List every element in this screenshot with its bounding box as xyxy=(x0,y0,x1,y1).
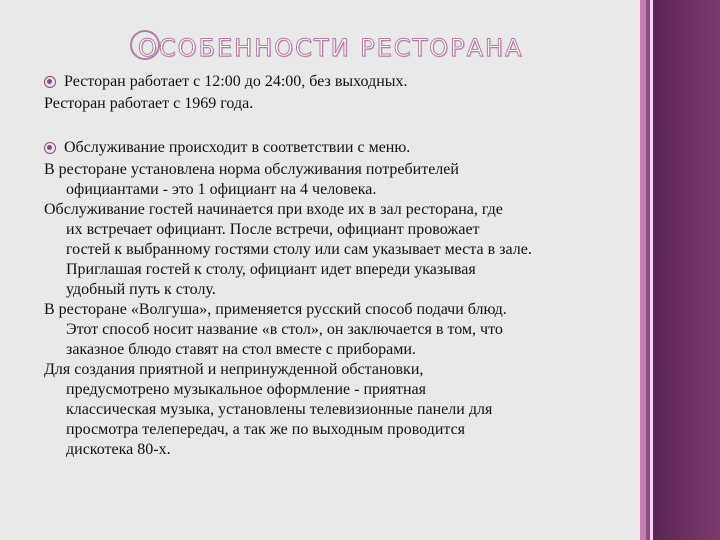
body-text xyxy=(0,70,630,460)
paragraph-atmosphere-line: дискотека 80-х. xyxy=(66,441,171,458)
paragraph-serving xyxy=(0,300,630,360)
paragraph-serving-line: заказное блюдо ставят на стол вместе с приборами. xyxy=(66,341,416,358)
paragraph-serving-line: Этот способ носит название «в стол», он заключается в том, что xyxy=(66,321,503,338)
paragraph-since xyxy=(0,94,630,114)
paragraph-norm-first: В ресторане установлена норма обслуживания потребителей xyxy=(44,161,459,178)
paragraph-greeting-line: удобный путь к столу. xyxy=(66,281,216,298)
paragraph-serving-first: В ресторане «Волгуша», применяется русский способ подачи блюд. xyxy=(44,301,507,318)
paragraph-atmosphere-line: классическая музыка, установлены телевизионные панели для xyxy=(66,401,493,418)
paragraph-greeting xyxy=(0,200,630,300)
paragraph-atmosphere-line: просмотра телепередач, а так же по выходным проводится xyxy=(66,421,466,438)
bullet-item-hours xyxy=(0,70,630,94)
paragraph-norm-rest: официантами - это 1 официант на 4 человека. xyxy=(66,181,377,198)
paragraph-greeting-line: их встречает официант. После встречи, официант провожает xyxy=(66,221,480,238)
title-rest: СОБЕННОСТИ РЕСТОРАНА xyxy=(158,34,524,62)
sidebar-panel xyxy=(653,0,720,540)
spacer xyxy=(0,114,630,136)
paragraph-since-text: Ресторан работает с 1969 года. xyxy=(44,95,254,112)
paragraph-atmosphere-line: предусмотрено музыкальное оформление - приятная xyxy=(66,381,426,398)
bullet-icon xyxy=(44,142,56,154)
bullet-item-service xyxy=(0,136,630,160)
paragraph-norm xyxy=(0,160,630,200)
paragraph-greeting-line: гостей к выбранному гостями столу или сам указывает места в зале. xyxy=(66,241,532,258)
bullet-text-hours: Ресторан работает с 12:00 до 24:00, без выходных. xyxy=(64,73,408,90)
bullet-icon xyxy=(44,76,56,88)
title-first-letter: О xyxy=(138,34,159,62)
slide-title xyxy=(130,30,530,64)
paragraph-atmosphere-first: Для создания приятной и непринужденной обстановки, xyxy=(44,361,424,378)
paragraph-greeting-line: Приглашая гостей к столу, официант идет впереди указывая xyxy=(66,261,476,278)
paragraph-greeting-first: Обслуживание гостей начинается при входе их в зал ресторана, где xyxy=(44,201,503,218)
decorative-sidebar xyxy=(640,0,720,540)
paragraph-atmosphere xyxy=(0,360,630,460)
bullet-text-service: Обслуживание происходит в соответствии с меню. xyxy=(64,139,411,156)
